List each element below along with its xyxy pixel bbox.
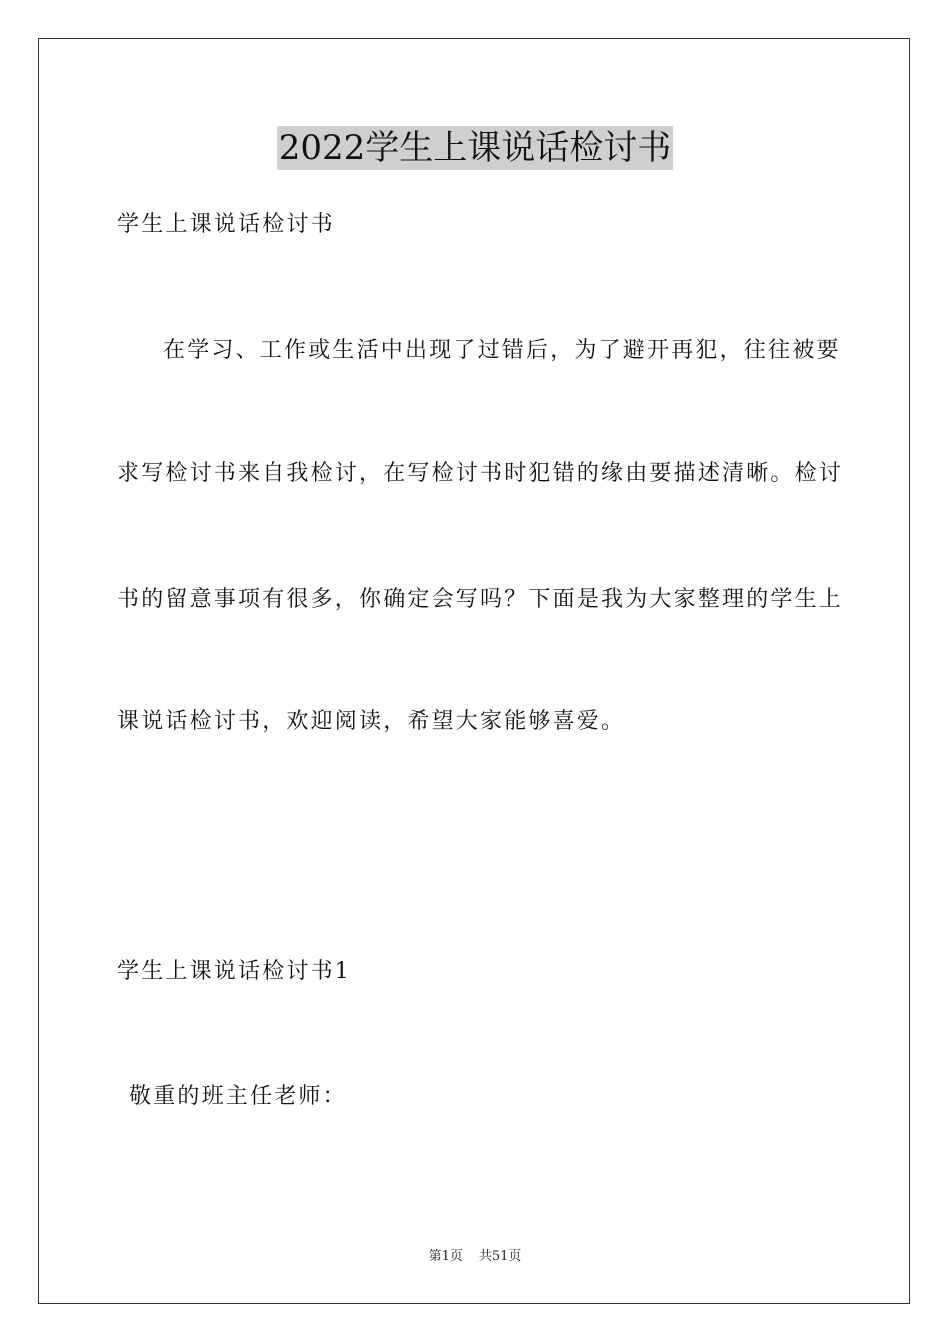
page-footer — [0, 1248, 950, 1266]
letter-greeting: 敬重的班主任老师： — [129, 1084, 347, 1109]
paragraph-line: 在学习、工作或生活中出现了过错后，为了避开再犯，往往被要 — [163, 338, 841, 363]
paragraph-line: 求写检讨书来自我检讨，在写检讨书时犯错的缘由要描述清晰。检讨 — [117, 461, 844, 486]
document-subtitle: 学生上课说话检讨书 — [117, 212, 335, 237]
page-total: 共51页 — [478, 1249, 522, 1264]
section-heading: 学生上课说话检讨书1 — [117, 959, 351, 984]
document-title: 2022学生上课说话检讨书 — [278, 128, 672, 168]
paragraph-line: 书的留意事项有很多，你确定会写吗？下面是我为大家整理的学生上 — [117, 587, 844, 612]
page-number: 第1页 — [428, 1249, 463, 1264]
paragraph-line: 课说话检讨书，欢迎阅读，希望大家能够喜爱。 — [117, 709, 626, 734]
title-container — [0, 126, 950, 170]
